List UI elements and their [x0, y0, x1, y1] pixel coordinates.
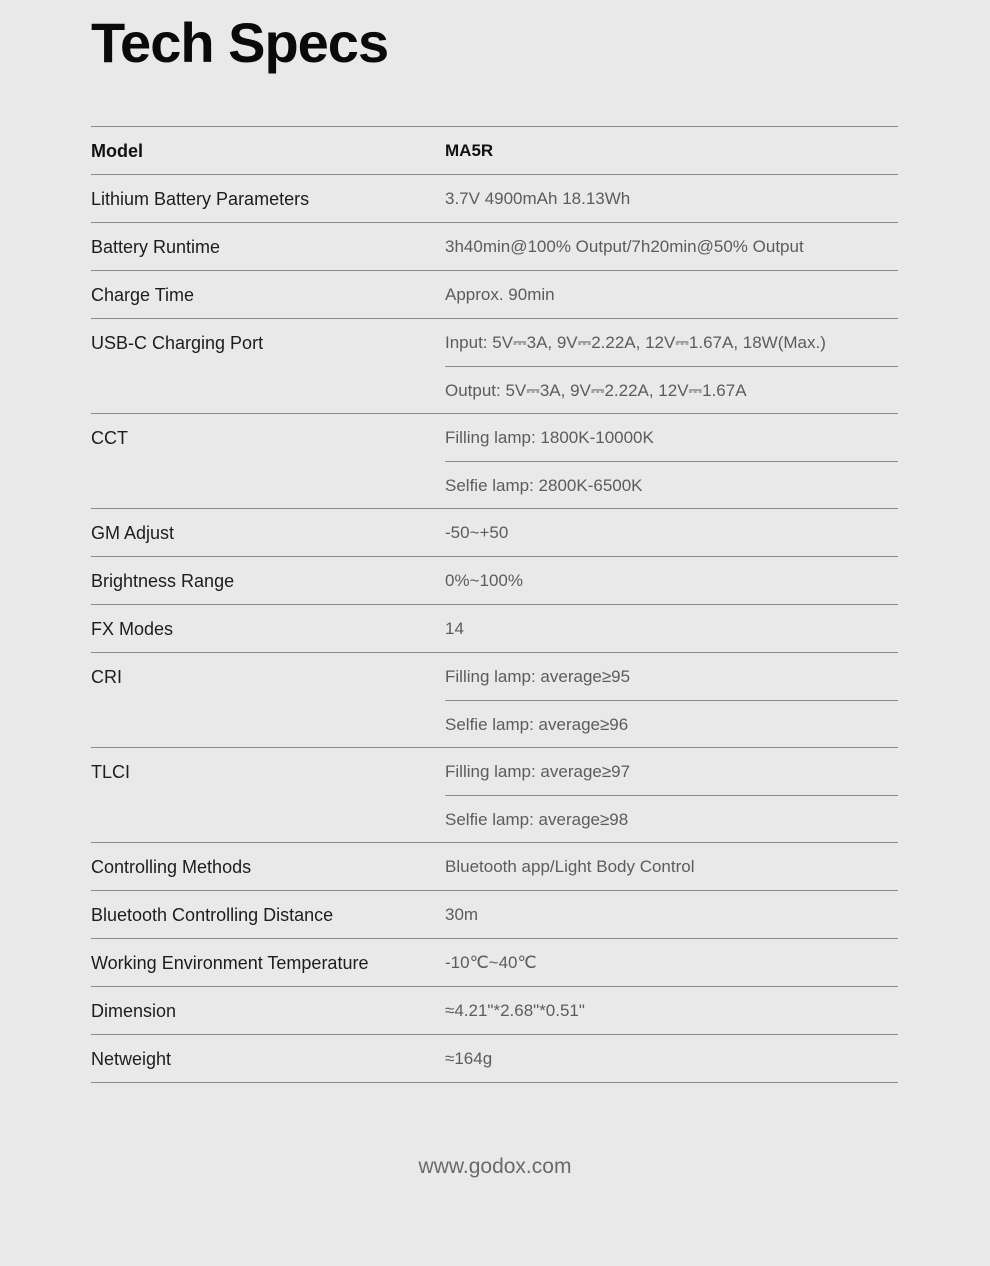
spec-label: Controlling Methods: [91, 857, 252, 877]
spec-value: 30m: [445, 905, 479, 924]
spec-value: 14: [445, 619, 464, 638]
spec-value-cell: [445, 557, 898, 605]
spec-value-stack: [445, 653, 898, 747]
spec-row: [91, 605, 898, 653]
spec-label: Dimension: [91, 1001, 177, 1021]
spec-value-stack: [445, 987, 898, 1034]
spec-value-cell: [445, 748, 898, 843]
spec-value-stack: [445, 223, 898, 270]
spec-value-cell: [445, 653, 898, 748]
spec-row: [91, 175, 898, 223]
spec-row: [91, 509, 898, 557]
spec-value-cell: [445, 939, 898, 987]
spec-value-stack: [445, 939, 898, 986]
spec-label: Netweight: [91, 1049, 172, 1069]
spec-label: FX Modes: [91, 619, 174, 639]
spec-value-cell: [445, 414, 898, 509]
spec-value-cell: [445, 605, 898, 653]
spec-row: [91, 1035, 898, 1083]
spec-value-cell: [445, 319, 898, 414]
spec-value-stack: [445, 605, 898, 652]
page-title: Tech Specs: [91, 11, 389, 74]
spec-value-cell: [445, 987, 898, 1035]
spec-row: [91, 414, 898, 509]
spec-value: Selfie lamp: 2800K-6500K: [445, 461, 898, 508]
spec-label: Battery Runtime: [91, 237, 221, 257]
spec-value: 3.7V 4900mAh 18.13Wh: [445, 189, 631, 208]
spec-value: Filling lamp: 1800K-10000K: [445, 428, 654, 447]
spec-value: 3h40min@100% Output/7h20min@50% Output: [445, 237, 804, 256]
spec-value-cell: [445, 843, 898, 891]
spec-label: Brightness Range: [91, 571, 235, 591]
spec-value: Filling lamp: average≥97: [445, 762, 631, 781]
footer-website-link[interactable]: www.godox.com: [418, 1155, 572, 1178]
spec-value-stack: [445, 271, 898, 318]
spec-row: [91, 987, 898, 1035]
spec-row: [91, 223, 898, 271]
spec-value: Input: 5V⎓3A, 9V⎓2.22A, 12V⎓1.67A, 18W(Max.): [445, 333, 826, 352]
spec-row: [91, 127, 898, 175]
specs-table-body: [91, 127, 898, 1083]
spec-value: MA5R: [445, 141, 494, 160]
spec-value-cell: [445, 175, 898, 223]
spec-label: USB-C Charging Port: [91, 333, 264, 353]
spec-row: [91, 843, 898, 891]
spec-value: Bluetooth app/Light Body Control: [445, 857, 695, 876]
spec-value: Output: 5V⎓3A, 9V⎓2.22A, 12V⎓1.67A: [445, 366, 898, 413]
spec-value: ≈4.21"*2.68"*0.51": [445, 1001, 585, 1020]
spec-value-stack: [445, 414, 898, 508]
spec-value-stack: [445, 127, 898, 174]
spec-row: [91, 891, 898, 939]
spec-row: [91, 653, 898, 748]
spec-value-cell: [445, 127, 898, 175]
spec-value-stack: [445, 557, 898, 604]
spec-value: ≈164g: [445, 1049, 493, 1068]
spec-value-cell: [445, 223, 898, 271]
spec-value-cell: [445, 1035, 898, 1083]
spec-label: Lithium Battery Parameters: [91, 189, 310, 209]
spec-row: [91, 557, 898, 605]
spec-value: Approx. 90min: [445, 285, 555, 304]
spec-value-cell: [445, 509, 898, 557]
spec-label: Model: [91, 141, 143, 161]
spec-label: Working Environment Temperature: [91, 953, 369, 973]
spec-value-stack: [445, 175, 898, 222]
spec-value-stack: [445, 843, 898, 890]
spec-value: 0%~100%: [445, 571, 523, 590]
spec-value-stack: [445, 891, 898, 938]
spec-label: GM Adjust: [91, 523, 175, 543]
spec-row: [91, 748, 898, 843]
spec-row: [91, 271, 898, 319]
spec-value: Selfie lamp: average≥98: [445, 795, 898, 842]
spec-label: CCT: [91, 428, 128, 448]
spec-row: [91, 319, 898, 414]
spec-value-stack: [445, 319, 898, 413]
spec-value-cell: [445, 271, 898, 319]
spec-value-stack: [445, 748, 898, 842]
spec-value: Selfie lamp: average≥96: [445, 700, 898, 747]
spec-value: -10℃~40℃: [445, 953, 537, 972]
spec-label: CRI: [91, 667, 122, 687]
spec-row: [91, 939, 898, 987]
spec-value: -50~+50: [445, 523, 509, 542]
spec-value-stack: [445, 509, 898, 556]
spec-value-cell: [445, 891, 898, 939]
spec-value: Filling lamp: average≥95: [445, 667, 631, 686]
spec-label: TLCI: [91, 762, 131, 782]
spec-label: Bluetooth Controlling Distance: [91, 905, 334, 925]
specs-table: [91, 126, 898, 1083]
spec-value-stack: [445, 1035, 898, 1082]
spec-label: Charge Time: [91, 285, 195, 305]
